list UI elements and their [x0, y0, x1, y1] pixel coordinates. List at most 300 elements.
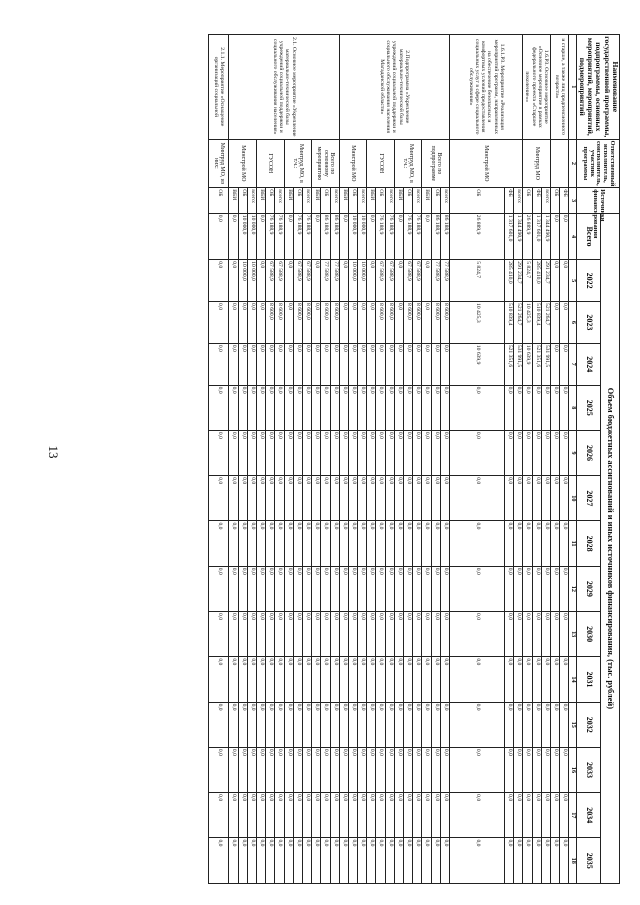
value-cell: 0,0 [413, 476, 422, 521]
value-cell: 0,0 [422, 260, 431, 302]
value-cell: 0,0 [229, 302, 238, 344]
value-cell: 0,0 [514, 566, 523, 611]
value-cell: 0,0 [358, 302, 367, 344]
value-cell: 0,0 [385, 702, 394, 747]
value-cell: 0,0 [275, 747, 284, 792]
budget-table [208, 34, 620, 884]
column-number: 17 [569, 793, 577, 838]
value-cell: 0,0 [385, 838, 394, 884]
value-cell: 0,0 [358, 476, 367, 521]
value-cell: 0,0 [422, 476, 431, 521]
value-cell: 0,0 [404, 702, 413, 747]
source-cell: всего: [247, 188, 256, 214]
value-cell: 0,0 [504, 657, 513, 702]
header-year: 2029 [577, 566, 600, 611]
value-cell: 0,0 [532, 702, 541, 747]
value-cell: 0,0 [523, 385, 532, 430]
value-cell: 0,0 [550, 213, 559, 259]
value-cell: 76 188,9 [266, 213, 275, 259]
value-cell: 0,0 [238, 747, 247, 792]
value-cell: 5 824,7 [523, 260, 532, 302]
value-cell: 0,0 [422, 302, 431, 344]
value-cell: 1 344 490,9 [541, 213, 550, 259]
value-cell: 8 600,0 [385, 302, 394, 344]
column-number: 14 [569, 657, 577, 702]
value-cell: 0,0 [302, 430, 311, 475]
value-cell: 0,0 [523, 747, 532, 792]
value-cell: 0,0 [238, 430, 247, 475]
value-cell: 8 600,0 [321, 302, 330, 344]
value-cell: 10 639,9 [523, 343, 532, 385]
value-cell: 0,0 [560, 521, 569, 566]
value-cell: 0,0 [247, 521, 256, 566]
source-cell: ВБИ [394, 188, 403, 214]
value-cell: 0,0 [550, 793, 559, 838]
value-cell: 0,0 [257, 260, 266, 302]
value-cell: 0,0 [257, 702, 266, 747]
value-cell: 0,0 [514, 657, 523, 702]
column-number: 10 [569, 476, 577, 521]
value-cell: 0,0 [266, 793, 275, 838]
value-cell: 0,0 [275, 476, 284, 521]
source-cell: ФБ [504, 188, 513, 214]
value-cell: 0,0 [348, 385, 357, 430]
source-cell: ВБИ [257, 188, 266, 214]
value-cell: 0,0 [348, 702, 357, 747]
value-cell: 0,0 [440, 430, 449, 475]
value-cell: 76 188,9 [385, 213, 394, 259]
value-cell: 0,0 [358, 430, 367, 475]
value-cell: 0,0 [312, 213, 321, 259]
value-cell: 0,0 [422, 702, 431, 747]
value-cell: 0,0 [229, 702, 238, 747]
responsible-cell: Всего по основному мероприятию [312, 139, 340, 188]
value-cell: 0,0 [550, 260, 559, 302]
value-cell: 0,0 [449, 747, 504, 792]
value-cell: 0,0 [367, 702, 376, 747]
value-cell: 10 639,9 [449, 343, 504, 385]
table-body [209, 35, 569, 884]
value-cell: 0,0 [284, 302, 293, 344]
value-cell: 0,0 [321, 521, 330, 566]
value-cell: 0,0 [293, 430, 302, 475]
value-cell: 0,0 [514, 430, 523, 475]
value-cell: 0,0 [523, 476, 532, 521]
source-cell: ВБИ [339, 188, 348, 214]
value-cell: 0,0 [257, 566, 266, 611]
value-cell: 0,0 [394, 702, 403, 747]
column-number: 7 [569, 343, 577, 385]
value-cell: 0,0 [209, 612, 229, 657]
value-cell: 0,0 [422, 747, 431, 792]
value-cell: 0,0 [257, 657, 266, 702]
value-cell: 0,0 [440, 747, 449, 792]
value-cell: 0,0 [321, 385, 330, 430]
value-cell: 0,0 [560, 430, 569, 475]
value-cell: 26 889,9 [449, 213, 504, 259]
value-cell: 0,0 [330, 838, 339, 884]
responsible-cell: ГУСОН [257, 139, 285, 188]
value-cell: 0,0 [532, 430, 541, 475]
value-cell: 291 234,7 [541, 260, 550, 302]
value-cell: 0,0 [209, 260, 229, 302]
value-cell: 0,0 [266, 566, 275, 611]
value-cell: 8 600,0 [330, 302, 339, 344]
value-cell: 0,0 [293, 343, 302, 385]
value-cell: 0,0 [440, 793, 449, 838]
value-cell: 77 588,9 [330, 260, 339, 302]
value-cell: 0,0 [523, 838, 532, 884]
value-cell: 0,0 [302, 702, 311, 747]
value-cell: 0,0 [385, 521, 394, 566]
value-cell: 0,0 [404, 343, 413, 385]
value-cell: 0,0 [275, 702, 284, 747]
source-cell: всего: [385, 188, 394, 214]
value-cell: 0,0 [449, 521, 504, 566]
value-cell: 285 410,0 [504, 260, 513, 302]
value-cell: 0,0 [284, 702, 293, 747]
value-cell: 0,0 [209, 838, 229, 884]
value-cell: 86 188,9 [321, 213, 330, 259]
source-cell: ОБ [266, 188, 275, 214]
value-cell: 0,0 [229, 838, 238, 884]
value-cell: 0,0 [504, 430, 513, 475]
value-cell: 0,0 [339, 343, 348, 385]
value-cell: 0,0 [394, 260, 403, 302]
value-cell: 0,0 [321, 702, 330, 747]
value-cell: 0,0 [358, 385, 367, 430]
value-cell: 0,0 [284, 793, 293, 838]
value-cell: 0,0 [431, 612, 440, 657]
source-cell: ФБ [532, 188, 541, 214]
header-total: Всего [577, 213, 600, 259]
value-cell: 0,0 [523, 657, 532, 702]
value-cell: 0,0 [422, 385, 431, 430]
column-number: 16 [569, 747, 577, 792]
value-cell: 521 264,7 [541, 302, 550, 344]
value-cell: 0,0 [229, 213, 238, 259]
value-cell: 0,0 [348, 343, 357, 385]
value-cell: 67 588,9 [293, 260, 302, 302]
value-cell: 0,0 [532, 838, 541, 884]
value-cell: 0,0 [339, 747, 348, 792]
value-cell: 0,0 [550, 612, 559, 657]
value-cell: 86 188,9 [440, 213, 449, 259]
value-cell: 0,0 [330, 657, 339, 702]
value-cell: 0,0 [266, 838, 275, 884]
value-cell: 0,0 [302, 521, 311, 566]
table-row [560, 35, 569, 884]
value-cell: 10 425,3 [523, 302, 532, 344]
value-cell: 0,0 [413, 793, 422, 838]
value-cell: 0,0 [376, 747, 385, 792]
value-cell: 0,0 [367, 657, 376, 702]
value-cell: 0,0 [348, 302, 357, 344]
value-cell: 0,0 [358, 612, 367, 657]
value-cell: 0,0 [330, 521, 339, 566]
value-cell: 0,0 [266, 747, 275, 792]
value-cell: 0,0 [560, 476, 569, 521]
value-cell: 0,0 [514, 385, 523, 430]
header-year: 2027 [577, 476, 600, 521]
value-cell: 0,0 [238, 793, 247, 838]
source-cell: ОБ [523, 188, 532, 214]
value-cell: 8 600,0 [431, 302, 440, 344]
value-cell: 0,0 [312, 260, 321, 302]
value-cell: 0,0 [394, 430, 403, 475]
rotated-table-area [208, 34, 620, 884]
responsible-cell: Всего по подпрограмме [422, 139, 450, 188]
value-cell: 0,0 [302, 747, 311, 792]
value-cell: 0,0 [376, 343, 385, 385]
value-cell: 0,0 [339, 612, 348, 657]
header-year: 2026 [577, 430, 600, 475]
value-cell: 0,0 [449, 838, 504, 884]
value-cell: 0,0 [339, 521, 348, 566]
value-cell: 0,0 [247, 302, 256, 344]
value-cell: 0,0 [293, 476, 302, 521]
value-cell: 0,0 [209, 747, 229, 792]
value-cell: 0,0 [523, 566, 532, 611]
value-cell: 0,0 [541, 747, 550, 792]
value-cell: 0,0 [302, 838, 311, 884]
value-cell: 0,0 [229, 566, 238, 611]
column-number: 4 [569, 213, 577, 259]
table-row [275, 35, 284, 884]
value-cell: 8 600,0 [266, 302, 275, 344]
value-cell: 0,0 [339, 430, 348, 475]
value-cell: 0,0 [560, 260, 569, 302]
value-cell: 0,0 [238, 702, 247, 747]
value-cell: 0,0 [422, 612, 431, 657]
source-cell: ВБИ [284, 188, 293, 214]
column-number: 9 [569, 430, 577, 475]
value-cell: 0,0 [394, 302, 403, 344]
value-cell: 0,0 [312, 476, 321, 521]
value-cell: 0,0 [394, 838, 403, 884]
page-number: 13 [46, 445, 61, 459]
value-cell: 0,0 [514, 612, 523, 657]
value-cell: 10 000,0 [348, 260, 357, 302]
source-cell: ФБ [560, 188, 569, 214]
value-cell: 0,0 [275, 385, 284, 430]
value-cell: 0,0 [257, 302, 266, 344]
value-cell: 67 588,9 [302, 260, 311, 302]
value-cell: 0,0 [339, 566, 348, 611]
value-cell: 0,0 [312, 302, 321, 344]
value-cell: 0,0 [523, 430, 532, 475]
header-year: 2022 [577, 260, 600, 302]
value-cell: 0,0 [550, 343, 559, 385]
value-cell: 0,0 [367, 430, 376, 475]
value-cell: 0,0 [229, 793, 238, 838]
column-number: 18 [569, 838, 577, 884]
value-cell: 0,0 [404, 521, 413, 566]
value-cell: 0,0 [404, 430, 413, 475]
value-cell: 0,0 [275, 657, 284, 702]
value-cell: 0,0 [293, 793, 302, 838]
value-cell: 0,0 [550, 702, 559, 747]
value-cell: 0,0 [413, 838, 422, 884]
responsible-cell: Минстрой МО [339, 139, 367, 188]
value-cell: 0,0 [238, 657, 247, 702]
value-cell: 0,0 [339, 793, 348, 838]
value-cell: 0,0 [229, 385, 238, 430]
responsible-cell: Минтруд МО [523, 139, 551, 188]
value-cell: 0,0 [560, 702, 569, 747]
value-cell: 0,0 [449, 793, 504, 838]
value-cell: 8 600,0 [413, 302, 422, 344]
source-cell: ВБИ [422, 188, 431, 214]
value-cell: 0,0 [209, 302, 229, 344]
source-cell: ОБ [209, 188, 229, 214]
value-cell: 0,0 [358, 521, 367, 566]
value-cell: 0,0 [431, 838, 440, 884]
value-cell: 0,0 [413, 430, 422, 475]
value-cell: 0,0 [449, 430, 504, 475]
value-cell: 86 188,9 [330, 213, 339, 259]
header-year: 2023 [577, 302, 600, 344]
value-cell: 0,0 [422, 430, 431, 475]
value-cell: 0,0 [339, 302, 348, 344]
value-cell: 0,0 [404, 385, 413, 430]
value-cell: 0,0 [541, 702, 550, 747]
value-cell: 0,0 [422, 793, 431, 838]
value-cell: 8 600,0 [376, 302, 385, 344]
value-cell: 0,0 [504, 566, 513, 611]
value-cell: 0,0 [229, 612, 238, 657]
value-cell: 0,0 [376, 702, 385, 747]
program-name-cell: 2.1. Основное мероприятие «Укрепление материально-технической базы учреждений социальной поддержки и социального обслуживания населения» [229, 35, 339, 140]
value-cell: 10 000,0 [358, 213, 367, 259]
source-cell: ВБИ [229, 188, 238, 214]
value-cell: 0,0 [257, 430, 266, 475]
value-cell: 0,0 [302, 657, 311, 702]
value-cell: 0,0 [413, 702, 422, 747]
value-cell: 0,0 [367, 385, 376, 430]
value-cell: 0,0 [330, 702, 339, 747]
value-cell: 0,0 [293, 747, 302, 792]
value-cell: 67 588,9 [376, 260, 385, 302]
value-cell: 10 000,0 [348, 213, 357, 259]
value-cell: 0,0 [312, 385, 321, 430]
value-cell: 0,0 [229, 657, 238, 702]
value-cell: 0,0 [257, 476, 266, 521]
value-cell: 0,0 [275, 612, 284, 657]
source-cell: ВБИ [312, 188, 321, 214]
value-cell: 0,0 [302, 476, 311, 521]
value-cell: 0,0 [257, 838, 266, 884]
value-cell: 76 188,9 [404, 213, 413, 259]
header-year: 2032 [577, 702, 600, 747]
responsible-cell: Минстрой МО [449, 139, 522, 188]
program-name-cell: 2.1.1. Мероприятие «Оснащение организаций социальной [209, 35, 229, 140]
value-cell: 0,0 [394, 343, 403, 385]
value-cell: 0,0 [339, 702, 348, 747]
value-cell: 0,0 [394, 657, 403, 702]
value-cell: 0,0 [504, 385, 513, 430]
responsible-cell: Минтруд МО, в т.ч.: [394, 139, 422, 188]
table-row [247, 35, 256, 884]
value-cell: 0,0 [348, 430, 357, 475]
value-cell: 0,0 [275, 521, 284, 566]
header-year: 2035 [577, 838, 600, 884]
value-cell: 0,0 [376, 793, 385, 838]
value-cell: 291 234,7 [514, 260, 523, 302]
value-cell: 0,0 [550, 747, 559, 792]
value-cell: 0,0 [247, 385, 256, 430]
value-cell: 0,0 [376, 657, 385, 702]
source-cell: ОБ [348, 188, 357, 214]
value-cell: 1 317 601,0 [504, 213, 513, 259]
value-cell: 0,0 [431, 476, 440, 521]
value-cell: 0,0 [532, 566, 541, 611]
value-cell: 0,0 [376, 612, 385, 657]
value-cell: 0,0 [523, 521, 532, 566]
value-cell: 0,0 [284, 566, 293, 611]
value-cell: 0,0 [321, 430, 330, 475]
value-cell: 0,0 [312, 657, 321, 702]
value-cell: 0,0 [440, 838, 449, 884]
responsible-cell: Минстрой МО [229, 139, 257, 188]
value-cell: 67 588,9 [413, 260, 422, 302]
value-cell: 0,0 [422, 213, 431, 259]
source-cell: ОБ [404, 188, 413, 214]
value-cell: 0,0 [367, 566, 376, 611]
value-cell: 0,0 [431, 747, 440, 792]
value-cell: 0,0 [532, 793, 541, 838]
value-cell: 0,0 [367, 302, 376, 344]
value-cell: 0,0 [541, 566, 550, 611]
value-cell: 0,0 [376, 838, 385, 884]
value-cell: 0,0 [209, 521, 229, 566]
value-cell: 0,0 [413, 747, 422, 792]
source-cell: всего: [330, 188, 339, 214]
value-cell: 0,0 [348, 566, 357, 611]
value-cell: 0,0 [431, 657, 440, 702]
value-cell: 0,0 [348, 793, 357, 838]
value-cell: 0,0 [293, 521, 302, 566]
value-cell: 0,0 [229, 747, 238, 792]
value-cell: 0,0 [358, 702, 367, 747]
table-row [541, 35, 550, 884]
header-year: 2025 [577, 385, 600, 430]
value-cell: 0,0 [238, 566, 247, 611]
value-cell: 0,0 [321, 476, 330, 521]
header-name: Наименование государственной программы, подпрограммы, основных мероприятий, мероприятий, подмероприятий [577, 36, 620, 138]
value-cell: 0,0 [358, 343, 367, 385]
responsible-cell [550, 139, 568, 188]
value-cell: 0,0 [449, 657, 504, 702]
value-cell: 0,0 [385, 385, 394, 430]
value-cell: 76 188,9 [275, 213, 284, 259]
value-cell: 0,0 [541, 793, 550, 838]
value-cell: 0,0 [560, 302, 569, 344]
value-cell: 0,0 [550, 476, 559, 521]
value-cell: 0,0 [238, 476, 247, 521]
value-cell: 0,0 [266, 702, 275, 747]
value-cell: 0,0 [302, 612, 311, 657]
value-cell: 0,0 [229, 521, 238, 566]
table-row [514, 35, 523, 884]
value-cell: 0,0 [394, 385, 403, 430]
value-cell: 0,0 [284, 213, 293, 259]
value-cell: 0,0 [209, 793, 229, 838]
table-row [358, 35, 367, 884]
value-cell: 0,0 [523, 612, 532, 657]
value-cell: 0,0 [560, 747, 569, 792]
value-cell: 0,0 [514, 793, 523, 838]
